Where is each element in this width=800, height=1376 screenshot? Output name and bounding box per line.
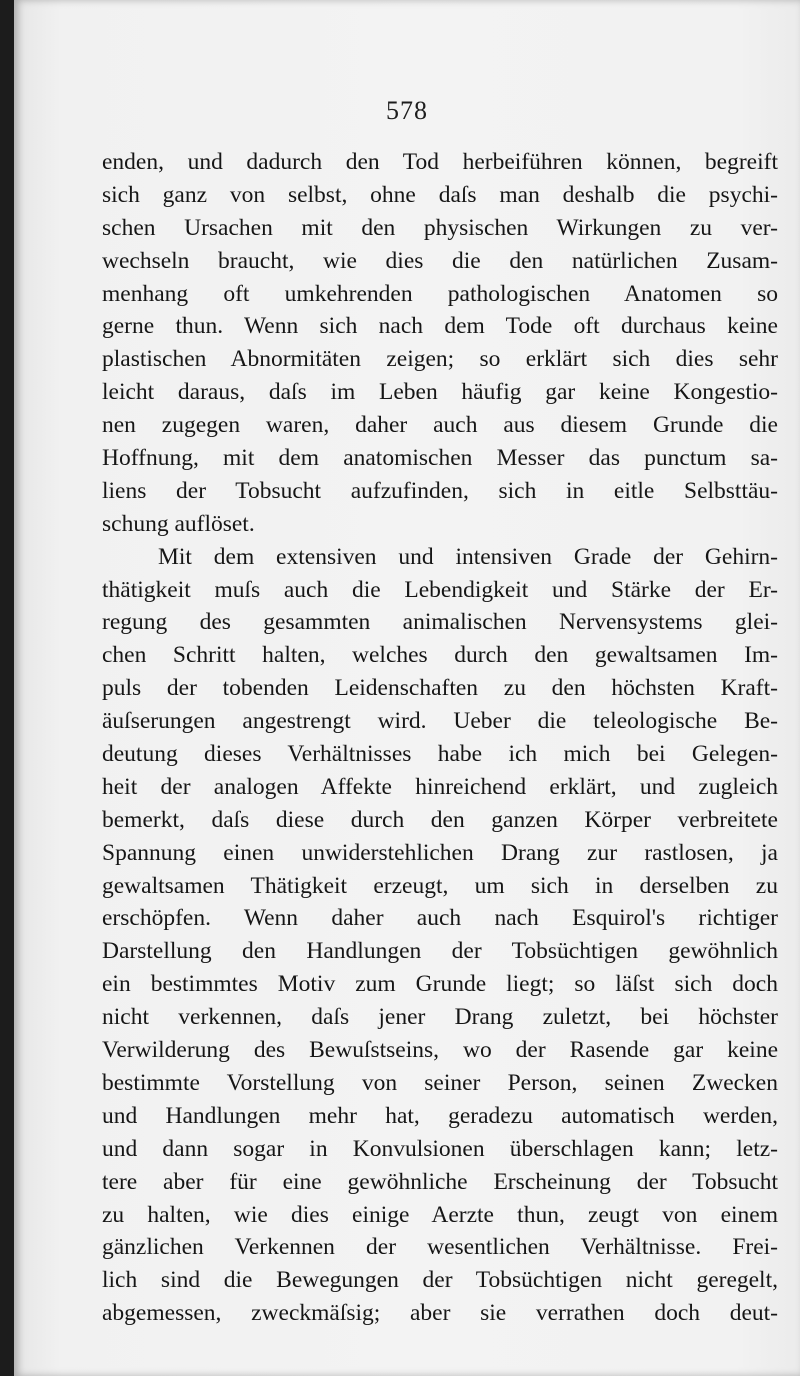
body-text: [102, 146, 778, 1330]
text-line: nen zugegen waren, daher auch aus diesem Grunde die: [102, 412, 778, 439]
text-line: puls der tobenden Leidenschaften zu den höchsten Kraft-: [102, 675, 778, 702]
text-line: Darstellung den Handlungen der Tobsüchtigen gewöhnlich: [102, 938, 778, 965]
text-line: lich sind die Bewegungen der Tobsüchtigen nicht geregelt,: [102, 1267, 778, 1294]
text-line: gewaltsamen Thätigkeit erzeugt, um sich in derselben zu: [102, 872, 778, 899]
page-number: 578: [386, 96, 428, 125]
text-line: leicht daraus, daſs im Leben häufig gar keine Kongestio-: [102, 379, 778, 406]
text-line: Hoffnung, mit dem anatomischen Messer das punctum sa-: [102, 445, 778, 472]
book-page: [14, 0, 800, 1376]
text-line: tere aber für eine gewöhnliche Erscheinung der Tobsucht: [102, 1168, 778, 1195]
text-line: sich ganz von selbst, ohne daſs man deshalb die psychi-: [102, 181, 778, 208]
text-line: und Handlungen mehr hat, geradezu automatisch werden,: [102, 1102, 778, 1129]
text-line: menhang oft umkehrenden pathologischen Anatomen so: [102, 280, 778, 307]
text-line: ein bestimmtes Motiv zum Grunde liegt; so läſst sich doch: [102, 971, 778, 998]
text-line: deutung dieses Verhältnisses habe ich mich bei Gelegen-: [102, 741, 778, 768]
text-line: bemerkt, daſs diese durch den ganzen Körper verbreitete: [102, 806, 778, 833]
text-line: enden, und dadurch den Tod herbeiführen können, begreift: [102, 149, 778, 175]
text-line: Spannung einen unwiderstehlichen Drang zur rastlosen, ja: [102, 839, 778, 866]
text-line: bestimmte Vorstellung von seiner Person, seinen Zwecken: [102, 1069, 778, 1096]
text-line: äuſserungen angestrengt wird. Ueber die teleologische Be-: [102, 708, 778, 735]
text-line: Verwilderung des Bewuſstseins, wo der Rasende gar keine: [102, 1037, 778, 1064]
text-line: chen Schritt halten, welches durch den gewaltsamen Im-: [102, 642, 778, 669]
text-line: zu halten, wie dies einige Aerzte thun, zeugt von einem: [102, 1201, 778, 1228]
text-line: schen Ursachen mit den physischen Wirkungen zu ver-: [102, 214, 778, 241]
text-line: erschöpfen. Wenn daher auch nach Esquirol's richtiger: [102, 905, 778, 932]
text-line: liens der Tobsucht aufzufinden, sich in eitle Selbsttäu-: [102, 477, 778, 504]
text-line: wechseln braucht, wie dies die den natürlichen Zusam-: [102, 247, 778, 274]
text-line: regung des gesammten animalischen Nervensystems glei-: [102, 609, 778, 636]
text-line: abgemessen, zweckmäſsig; aber sie verrathen doch deut-: [102, 1300, 778, 1327]
text-line: und dann sogar in Konvulsionen überschlagen kann; letz-: [102, 1135, 778, 1162]
text-line: nicht verkennen, daſs jener Drang zuletzt, bei höchster: [102, 1004, 778, 1031]
text-line: gänzlichen Verkennen der wesentlichen Verhältnisse. Frei-: [102, 1234, 778, 1261]
text-line: Mit dem extensiven und intensiven Grade der Gehirn-: [158, 543, 778, 570]
text-line: schung auflöset.: [102, 510, 255, 537]
text-line: plastischen Abnormitäten zeigen; so erklärt sich dies sehr: [102, 346, 778, 373]
text-line: thätigkeit muſs auch die Lebendigkeit und Stärke der Er-: [102, 576, 778, 603]
text-line: heit der analogen Affekte hinreichend erklärt, und zugleich: [102, 773, 778, 800]
text-line: gerne thun. Wenn sich nach dem Tode oft durchaus keine: [102, 313, 778, 340]
